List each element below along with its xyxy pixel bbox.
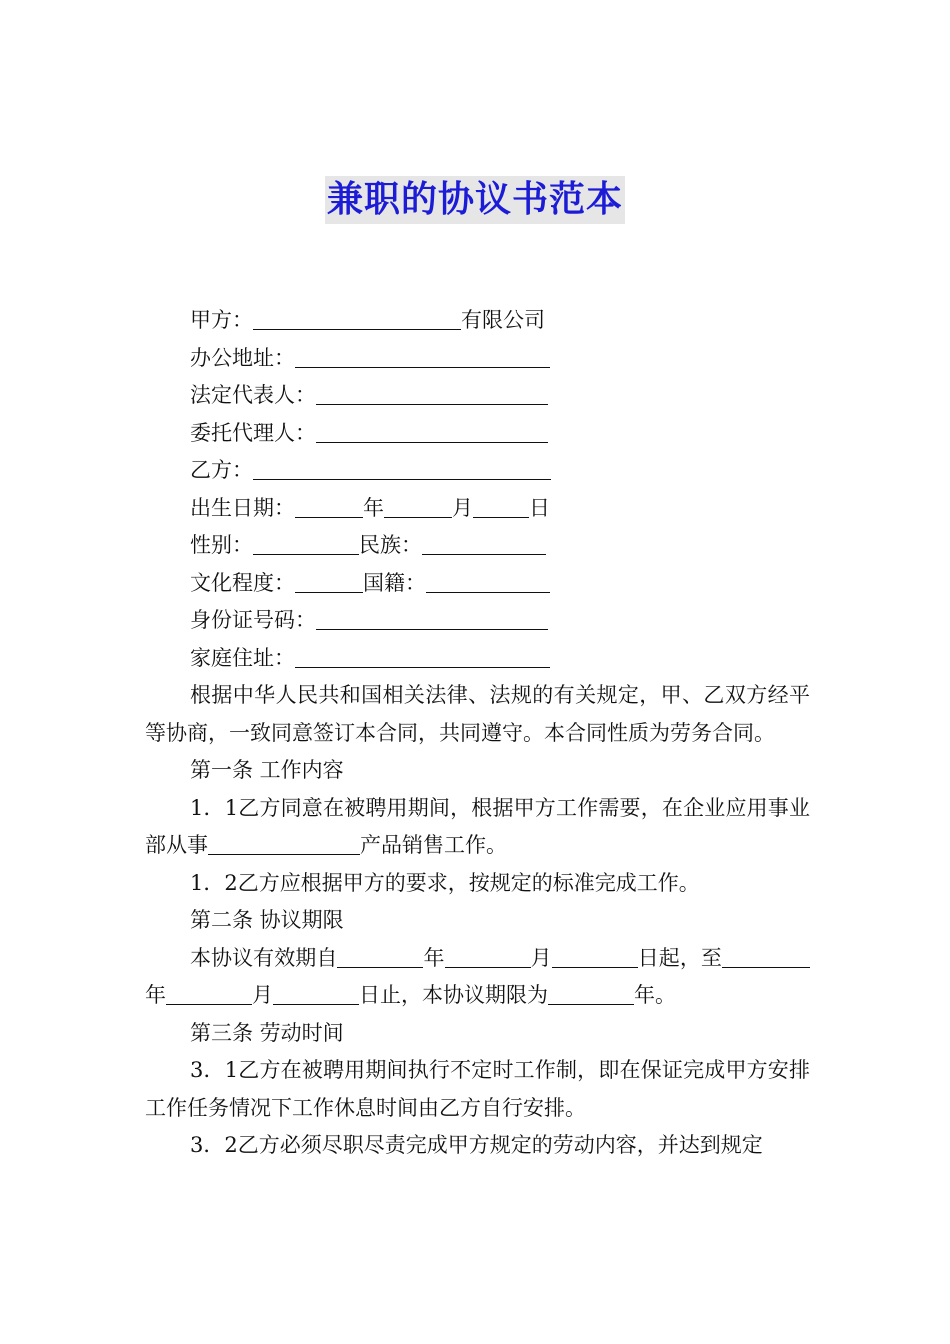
duration-blank bbox=[548, 982, 634, 1005]
agent-blank bbox=[316, 420, 548, 443]
start-year-label: 年 bbox=[423, 945, 445, 970]
document-body bbox=[145, 302, 810, 1165]
title-wrap bbox=[0, 176, 950, 224]
article-1-item-1 bbox=[145, 790, 810, 865]
product-blank bbox=[208, 832, 360, 855]
end-day-label: 日止，本协议期限为 bbox=[359, 983, 548, 1007]
article-2-text bbox=[145, 940, 810, 1015]
agent-line bbox=[145, 415, 810, 453]
birth-label: 出生日期： bbox=[190, 495, 295, 520]
end-day-blank bbox=[273, 982, 359, 1005]
article-1-item-1-suffix: 产品销售工作。 bbox=[360, 833, 507, 857]
end-year-blank-part1 bbox=[722, 945, 778, 968]
party-a-blank bbox=[253, 307, 461, 330]
article-1-item-1-prefix: 1．1乙方同意在被聘用期间，根据甲方工作需要，在企业应用事业部从事 bbox=[145, 795, 810, 857]
end-year-blank-part2 bbox=[778, 945, 810, 968]
duration-end: 年。 bbox=[634, 983, 676, 1007]
nationality-label: 国籍： bbox=[363, 570, 426, 595]
id-number-line bbox=[145, 602, 810, 640]
party-a-line bbox=[145, 302, 810, 340]
home-address-line bbox=[145, 640, 810, 678]
home-address-label: 家庭住址： bbox=[190, 645, 295, 670]
education-label: 文化程度： bbox=[190, 570, 295, 595]
article-2-prefix: 本协议有效期自 bbox=[190, 945, 338, 970]
intro-paragraph: 根据中华人民共和国相关法律、法规的有关规定，甲、乙双方经平等协商，一致同意签订本合同，共同遵守。本合同性质为劳务合同。 bbox=[145, 683, 810, 745]
article-3-heading: 第三条 劳动时间 bbox=[190, 1020, 344, 1045]
legal-rep-line bbox=[145, 377, 810, 415]
start-year-blank bbox=[337, 945, 423, 968]
id-number-blank bbox=[316, 607, 548, 630]
article-1-heading: 第一条 工作内容 bbox=[190, 758, 344, 782]
article-3-item-1: 3．1乙方在被聘用期间执行不定时工作制，即在保证完成甲方安排工作任务情况下工作休息时间由乙方自行安排。 bbox=[145, 1058, 810, 1120]
party-b-label: 乙方： bbox=[190, 458, 253, 482]
education-nationality-line bbox=[145, 565, 810, 603]
party-b-line bbox=[145, 452, 810, 490]
office-address-blank bbox=[295, 345, 550, 368]
id-number-label: 身份证号码： bbox=[190, 608, 316, 632]
end-month-blank bbox=[166, 982, 252, 1005]
article-3-item-2: 3．2乙方必须尽职尽责完成甲方规定的劳动内容，并达到规定 bbox=[190, 1133, 763, 1157]
ethnicity-label: 民族： bbox=[359, 533, 422, 557]
end-year-label: 年 bbox=[145, 983, 166, 1007]
ethnicity-blank bbox=[422, 532, 546, 555]
start-month-label: 月 bbox=[530, 945, 552, 970]
nationality-blank bbox=[426, 570, 550, 593]
office-address-label: 办公地址： bbox=[190, 345, 295, 370]
party-a-label: 甲方： bbox=[190, 308, 253, 332]
gender-blank bbox=[253, 532, 359, 555]
home-address-blank bbox=[295, 645, 550, 668]
birth-day-blank bbox=[473, 495, 529, 518]
end-month-label: 月 bbox=[252, 983, 273, 1007]
education-blank bbox=[295, 570, 363, 593]
office-address-line bbox=[145, 340, 810, 378]
start-day-label: 日起，至 bbox=[637, 945, 722, 970]
article-2-heading: 第二条 协议期限 bbox=[190, 908, 344, 932]
start-day-blank bbox=[552, 945, 638, 968]
legal-rep-blank bbox=[316, 382, 548, 405]
gender-ethnicity-line bbox=[145, 527, 810, 565]
start-month-blank bbox=[445, 945, 531, 968]
birth-day-label: 日 bbox=[529, 495, 550, 520]
birth-year-label: 年 bbox=[363, 495, 384, 520]
article-1-item-2: 1．2乙方应根据甲方的要求，按规定的标准完成工作。 bbox=[190, 870, 700, 895]
gender-label: 性别： bbox=[190, 533, 253, 557]
birth-year-blank bbox=[295, 495, 363, 518]
birth-month-blank bbox=[384, 495, 452, 518]
agent-label: 委托代理人： bbox=[190, 420, 316, 445]
document-title: 兼职的协议书范本 bbox=[325, 176, 625, 224]
legal-rep-label: 法定代表人： bbox=[190, 383, 316, 407]
birth-date-line bbox=[145, 490, 810, 528]
birth-month-label: 月 bbox=[452, 495, 473, 520]
party-a-suffix: 有限公司 bbox=[461, 308, 545, 332]
party-b-blank bbox=[253, 457, 551, 480]
